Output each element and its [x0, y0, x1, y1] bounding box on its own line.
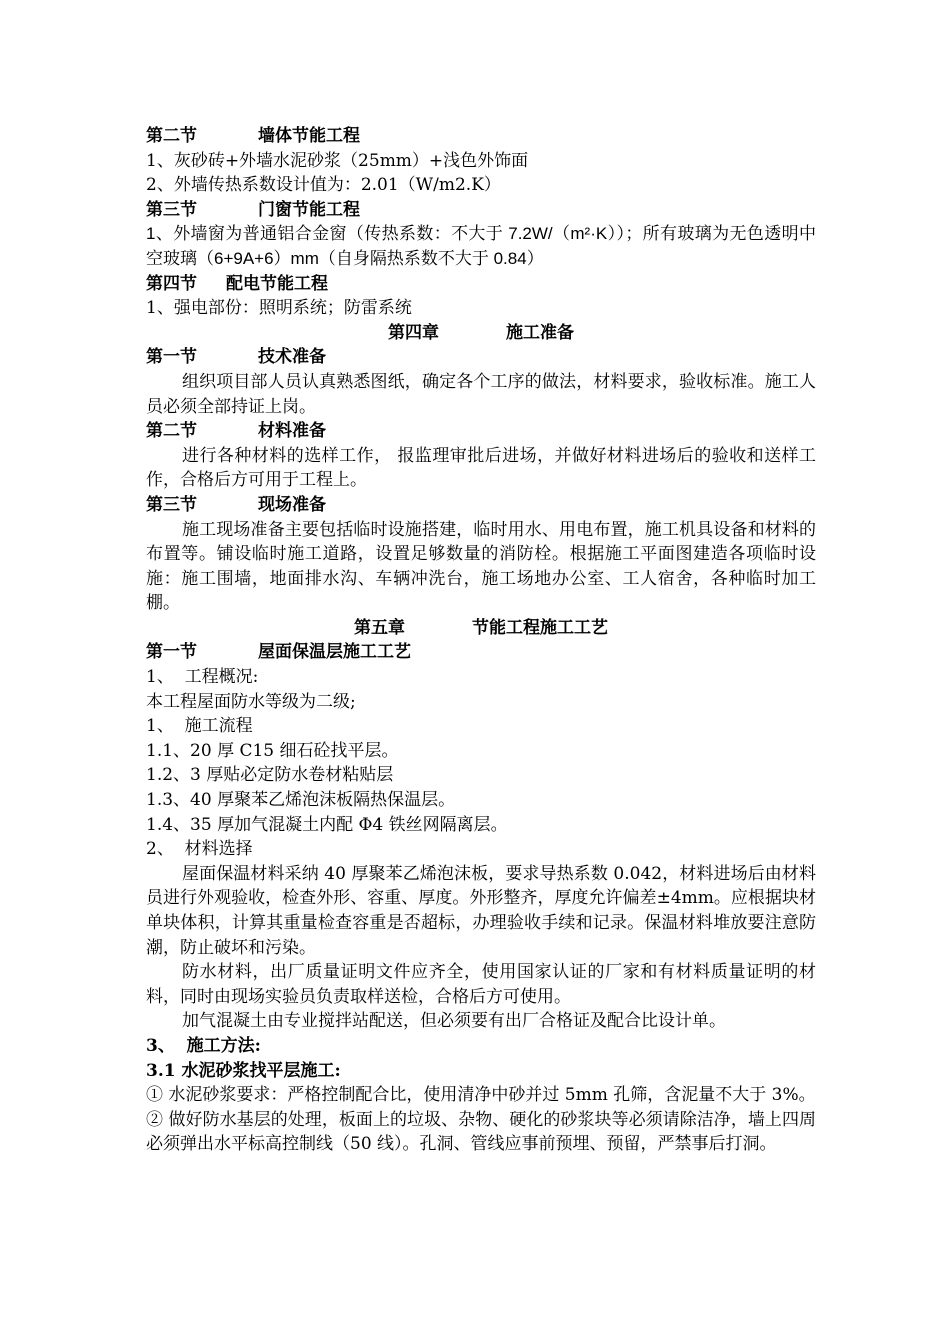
section-title: 墙体节能工程 [258, 126, 360, 146]
section-number: 第二节 [146, 421, 197, 442]
subsection-label: 2、 材料选择 [146, 839, 253, 860]
list-item: 1、外墙窗为普通铝合金窗（传热系数：不大于 7.2W/（m²·K））；所有玻璃为无色透明中空玻璃（6+9A+6）mm（自身隔热系数不大于 0.84） [146, 224, 816, 268]
section-number: 第二节 [146, 126, 197, 146]
list-item: 1.3、40 厚聚苯乙烯泡沫板隔热保温层。 [146, 790, 456, 811]
section-heading [146, 493, 816, 518]
section-heading [146, 198, 816, 223]
list-item: 1、灰砂砖+外墙水泥砂浆（25mm）+浅色外饰面 [146, 150, 529, 171]
paragraph: 进行各种材料的选样工作， 报监理审批后进场，并做好材料进场后的验收和送样工作，合格后方可用于工程上。 [146, 445, 816, 491]
section-title: 现场准备 [258, 494, 326, 515]
section-heading [146, 124, 816, 149]
subsection-label: 1、 工程概况: [146, 667, 259, 688]
chapter-number: 第五章 [354, 617, 405, 638]
chapter-heading [146, 321, 816, 346]
paragraph: 屋面保温材料采纳 40 厚聚苯乙烯泡沫板，要求导热系数 0.042，材料进场后由材料员进行外观验收，检查外形、容重、厚度。外形整齐，厚度允许偏差±4mm。应根据块材单块体积，计算其重量检查容重是否超标，办理验收手续和记录。保温材料堆放要注意防潮，防止破坏和污染。 [146, 863, 816, 958]
subsection-label: 1、 施工流程 [146, 716, 253, 737]
list-item: ① 水泥砂浆要求：严格控制配合比，使用清净中砂并过 5mm 孔筛，含泥量不大于 3%。 [146, 1085, 816, 1106]
section-number: 第一节 [146, 347, 197, 368]
chapter-title: 节能工程施工工艺 [472, 617, 608, 638]
paragraph: 防水材料，出厂质量证明文件应齐全，使用国家认证的厂家和有材料质量证明的材料，同时由现场实验员负责取样送检，合格后方可使用。 [146, 962, 816, 1007]
section-title: 技术准备 [258, 347, 326, 368]
list-item: 1.2、3 厚贴必定防水卷材粘贴层 [146, 765, 394, 786]
section-title: 材料准备 [258, 421, 326, 442]
chapter-number: 第四章 [388, 322, 439, 343]
section-title: 屋面保温层施工工艺 [258, 642, 411, 663]
section-heading [146, 419, 816, 444]
list-item: ② 做好防水基层的处理，板面上的垃圾、杂物、硬化的砂浆块等必须请除洁净，墙上四周必须弹出水平标高控制线（50 线）。孔洞、管线应事前预埋、预留，严禁事后打洞。 [146, 1109, 816, 1155]
subsection-label: 3、 施工方法: [146, 1035, 261, 1056]
list-item: 1.1、20 厚 C15 细石砼找平层。 [146, 740, 399, 761]
paragraph: 本工程屋面防水等级为二级; [146, 691, 356, 712]
chapter-heading [146, 616, 816, 641]
paragraph: 加气混凝土由专业搅拌站配送，但必须要有出厂合格证及配合比设计单。 [182, 1011, 726, 1032]
list-item: 1、强电部份：照明系统；防雷系统 [146, 298, 412, 319]
list-item: 2、外墙传热系数设计值为：2.01（W/m2.K） [146, 175, 501, 196]
section-title: 配电节能工程 [226, 273, 328, 294]
paragraph: 组织项目部人员认真熟悉图纸，确定各个工序的做法，材料要求，验收标准。施工人员必须全部持证上岗。 [146, 371, 816, 417]
section-heading [146, 272, 816, 297]
section-number: 第三节 [146, 199, 197, 220]
section-number: 第一节 [146, 642, 197, 663]
section-number: 第四节 [146, 273, 197, 294]
section-heading [146, 640, 816, 665]
list-item: 1.4、35 厚加气混凝土内配 Φ4 铁丝网隔离层。 [146, 814, 508, 835]
chapter-title: 施工准备 [506, 322, 574, 343]
subsection-label: 3.1 水泥砂浆找平层施工: [146, 1060, 341, 1081]
section-heading [146, 345, 816, 370]
section-number: 第三节 [146, 494, 197, 515]
document-body [146, 124, 816, 1157]
section-title: 门窗节能工程 [258, 199, 360, 220]
paragraph: 施工现场准备主要包括临时设施搭建，临时用水、用电布置，施工机具设备和材料的布置等。铺设临时施工道路，设置足够数量的消防栓。根据施工平面图建造各项临时设施：施工围墙，地面排水沟、车辆冲洗台，施工场地办公室、工人宿舍，各种临时加工棚。 [146, 519, 816, 614]
